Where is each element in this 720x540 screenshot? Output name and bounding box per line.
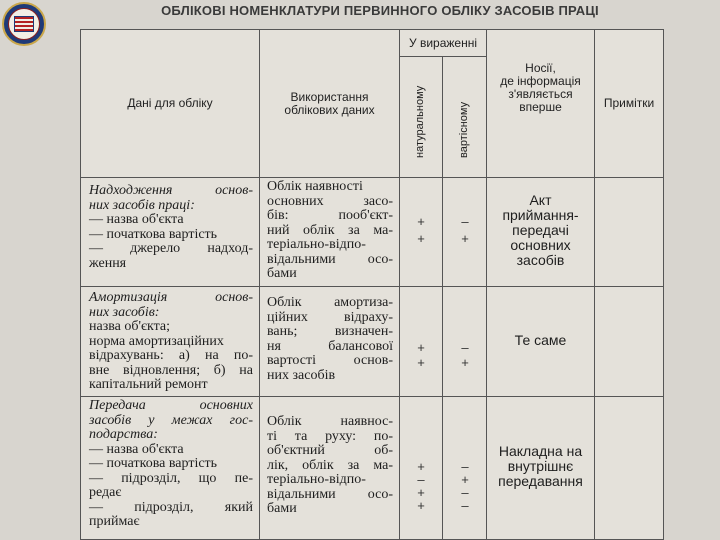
- header-data-for-accounting: Дані для обліку: [127, 96, 213, 110]
- header-bottom-rule: [81, 177, 663, 178]
- row3-carrier-cell: Накладна на внутрішнє передавання: [498, 443, 583, 489]
- row3-natural-mark: +: [417, 498, 425, 513]
- row2-value-mark: +: [461, 355, 469, 370]
- row2-data-cell: Амортизація основ- них засобів: назва об'єкта; норма амортизаційних відрахувань: а) на по- вне відновлення; б) на капітальний ремонт: [89, 290, 253, 392]
- row1-value-mark: –: [461, 214, 469, 229]
- row2-natural-mark: +: [417, 340, 425, 355]
- row3-natural-mark: –: [417, 472, 425, 487]
- row1-natural-mark: +: [417, 214, 425, 229]
- row3-value-mark: –: [461, 485, 469, 500]
- row1-carrier-cell: Акт приймання- передачі основних засобів: [502, 192, 579, 268]
- row1-data-cell: Надходження основ- них засобів праці: — назва об'єкта — початкова вартість — джерело надход- ження: [89, 183, 253, 271]
- university-seal-logo: [2, 2, 46, 46]
- row3-natural-mark: +: [417, 459, 425, 474]
- row2-natural-mark: +: [417, 355, 425, 370]
- row-rule: [81, 396, 663, 397]
- header-carriers: Носії, де інформація з'являється вперше: [500, 61, 581, 114]
- row3-data-cell: Передача основних засобів у межах гос- подарства: — назва об'єкта — початкова вартість — підрозділ, що пе- редає — підрозділ, який приймає: [89, 398, 253, 529]
- group-header-rule: [399, 56, 487, 57]
- row3-value-mark: +: [461, 472, 469, 487]
- row1-natural-mark: +: [417, 231, 425, 246]
- row-rule: [81, 286, 663, 287]
- header-notes: Примітки: [603, 96, 655, 110]
- row3-usage-cell: Облік наявнос- ті та руху: по- об'єктний об- лік, облік за ма- теріально-відпо- відальними осо- бами: [267, 414, 393, 516]
- column-divider: [399, 30, 400, 539]
- row2-usage-cell: Облік амортиза- ційних відраху- вань; визначен- ня балансової вартості основ- них засобів: [267, 295, 393, 383]
- row3-value-mark: –: [461, 459, 469, 474]
- header-value: вартісному: [458, 101, 470, 158]
- nomenclature-table: [80, 29, 664, 540]
- row3-value-mark: –: [461, 498, 469, 513]
- row2-carrier-cell: Те саме: [514, 332, 567, 348]
- column-divider: [442, 56, 443, 539]
- header-usage-of-data: Використання облікових даних: [284, 89, 375, 117]
- page-title: ОБЛІКОВІ НОМЕНКЛАТУРИ ПЕРВИННОГО ОБЛІКУ ЗАСОБІВ ПРАЦІ: [161, 3, 599, 18]
- row1-value-mark: +: [461, 231, 469, 246]
- row2-value-mark: –: [461, 340, 469, 355]
- row1-usage-cell: Облік наявності основних засо- бів: пооб'єкт- ний облік за ма- теріально-відпо- відальними осо- бами: [267, 179, 393, 281]
- row3-natural-mark: +: [417, 485, 425, 500]
- header-group-expressed-in: У вираженні: [408, 35, 477, 50]
- header-natural: натуральному: [414, 85, 426, 158]
